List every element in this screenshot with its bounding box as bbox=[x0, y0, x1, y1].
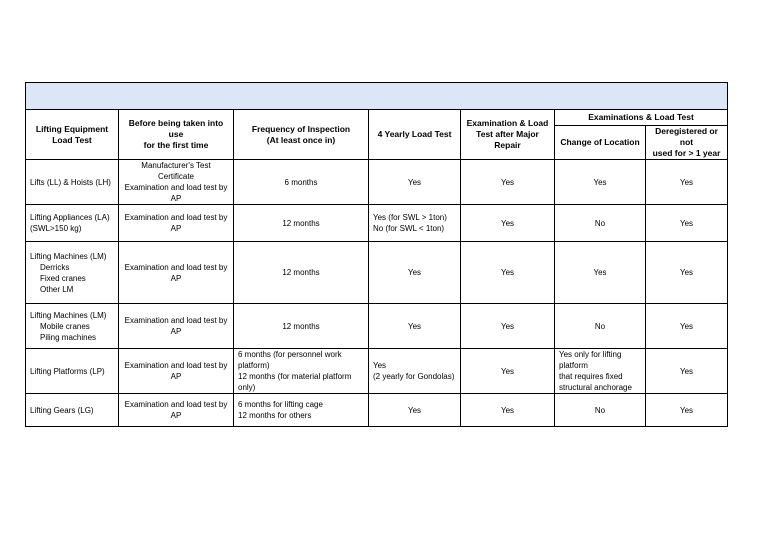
cell-text: No bbox=[594, 321, 606, 331]
cell-major-repair: Yes bbox=[461, 349, 555, 394]
cell-four-yearly bbox=[369, 349, 461, 394]
cell-equipment bbox=[26, 394, 119, 427]
cell-frequency bbox=[234, 304, 369, 349]
cell-change-location bbox=[555, 394, 646, 427]
cell-text: Yes only for lifting platform bbox=[559, 350, 622, 370]
header-change-location: Change of Location bbox=[555, 126, 646, 160]
cell-text: Lifting Appliances (LA) bbox=[30, 213, 110, 222]
cell-text: Examination and load test by AP bbox=[124, 262, 228, 283]
cell-four-yearly bbox=[369, 160, 461, 205]
cell-text: Yes bbox=[593, 177, 607, 187]
cell-deregistered: Yes bbox=[646, 242, 728, 304]
cell-text: No (for SWL < 1ton) bbox=[373, 224, 445, 233]
cell-text: No bbox=[594, 218, 606, 228]
cell-first-time bbox=[119, 394, 234, 427]
table-body bbox=[26, 160, 728, 427]
cell-text: Examination and load test by AP bbox=[124, 183, 228, 203]
table-row bbox=[26, 242, 728, 304]
table-banner bbox=[26, 83, 728, 110]
header-four-yearly: 4 Yearly Load Test bbox=[369, 110, 461, 160]
header-deregistered: Deregistered or not used for > 1 year bbox=[646, 126, 728, 160]
cell-text: Lifting Machines (LM) bbox=[30, 251, 107, 261]
cell-equipment bbox=[26, 304, 119, 349]
header-group: Examinations & Load Test bbox=[555, 110, 728, 126]
cell-text: Examination and load test by AP bbox=[124, 316, 228, 336]
cell-equipment bbox=[26, 242, 119, 304]
cell-text: 6 months bbox=[284, 177, 318, 187]
cell-text: Other LM bbox=[40, 284, 74, 294]
cell-text: Piling machines bbox=[40, 332, 97, 342]
cell-text: Lifting Gears (LG) bbox=[30, 405, 94, 415]
cell-frequency bbox=[234, 242, 369, 304]
cell-major-repair: Yes bbox=[461, 304, 555, 349]
cell-text: Lifts (LL) & Hoists (LH) bbox=[30, 177, 111, 187]
cell-text: Examination and load test by AP bbox=[124, 400, 228, 420]
cell-text: Fixed cranes bbox=[40, 273, 86, 283]
cell-text: Yes bbox=[593, 268, 607, 277]
cell-text: Examination and load test by AP bbox=[124, 213, 228, 233]
cell-change-location bbox=[555, 160, 646, 205]
cell-text: Examination and load test by AP bbox=[124, 361, 228, 381]
cell-text: Manufacturer's Test Certificate bbox=[141, 161, 211, 181]
table-row bbox=[26, 349, 728, 394]
table-banner-row bbox=[26, 83, 728, 110]
cell-text: Yes bbox=[407, 177, 422, 187]
cell-major-repair: Yes bbox=[461, 205, 555, 242]
table-row bbox=[26, 394, 728, 427]
cell-text: (2 yearly for Gondolas) bbox=[373, 372, 455, 381]
cell-text: (SWL>150 kg) bbox=[30, 224, 82, 233]
cell-four-yearly bbox=[369, 205, 461, 242]
header-equipment: Lifting Equipment Load Test bbox=[26, 110, 119, 160]
cell-text: Mobile cranes bbox=[40, 321, 90, 331]
cell-major-repair: Yes bbox=[461, 394, 555, 427]
cell-text: that requires fixed bbox=[559, 372, 623, 381]
header-major-repair: Examination & Load Test after Major Repair bbox=[461, 110, 555, 160]
cell-text: 6 months for lifting cage bbox=[238, 400, 323, 409]
cell-deregistered: Yes bbox=[646, 394, 728, 427]
cell-equipment bbox=[26, 205, 119, 242]
cell-first-time bbox=[119, 349, 234, 394]
cell-change-location bbox=[555, 242, 646, 304]
cell-change-location bbox=[555, 304, 646, 349]
cell-four-yearly bbox=[369, 242, 461, 304]
cell-text: Yes bbox=[407, 405, 422, 415]
cell-deregistered: Yes bbox=[646, 349, 728, 394]
table-row bbox=[26, 304, 728, 349]
cell-first-time bbox=[119, 304, 234, 349]
cell-change-location bbox=[555, 205, 646, 242]
header-row bbox=[26, 110, 728, 126]
cell-first-time bbox=[119, 205, 234, 242]
cell-four-yearly bbox=[369, 304, 461, 349]
cell-four-yearly bbox=[369, 394, 461, 427]
cell-change-location bbox=[555, 349, 646, 394]
cell-text: structural anchorage bbox=[559, 383, 632, 392]
cell-text: Yes bbox=[373, 361, 387, 370]
cell-first-time bbox=[119, 242, 234, 304]
cell-equipment bbox=[26, 349, 119, 394]
cell-text: 12 months bbox=[282, 268, 320, 277]
cell-frequency bbox=[234, 394, 369, 427]
cell-deregistered: Yes bbox=[646, 205, 728, 242]
cell-text: 12 months bbox=[282, 321, 320, 331]
cell-first-time bbox=[119, 160, 234, 205]
cell-frequency bbox=[234, 349, 369, 394]
header-frequency: Frequency of Inspection (At least once in) bbox=[234, 110, 369, 160]
cell-text: Yes bbox=[407, 321, 422, 331]
table-row bbox=[26, 205, 728, 242]
cell-frequency bbox=[234, 205, 369, 242]
cell-text: 12 months bbox=[282, 218, 320, 228]
cell-major-repair: Yes bbox=[461, 160, 555, 205]
cell-frequency bbox=[234, 160, 369, 205]
cell-text: 12 months (for material platform only) bbox=[238, 372, 352, 392]
cell-deregistered: Yes bbox=[646, 160, 728, 205]
cell-text: 12 months for others bbox=[238, 411, 312, 420]
cell-text: Derricks bbox=[40, 262, 70, 272]
cell-text: Lifting Machines (LM) bbox=[30, 310, 107, 320]
cell-text: 6 months (for personnel work platform) bbox=[238, 350, 342, 370]
cell-text: Yes bbox=[407, 268, 422, 277]
table-row bbox=[26, 160, 728, 205]
cell-text: Lifting Platforms (LP) bbox=[30, 366, 105, 376]
header-first-time: Before being taken into use for the first time bbox=[119, 110, 234, 160]
cell-text: No bbox=[594, 405, 606, 415]
cell-text: Yes (for SWL > 1ton) bbox=[373, 213, 447, 222]
cell-deregistered: Yes bbox=[646, 304, 728, 349]
cell-major-repair: Yes bbox=[461, 242, 555, 304]
load-test-table bbox=[25, 82, 728, 427]
cell-equipment bbox=[26, 160, 119, 205]
